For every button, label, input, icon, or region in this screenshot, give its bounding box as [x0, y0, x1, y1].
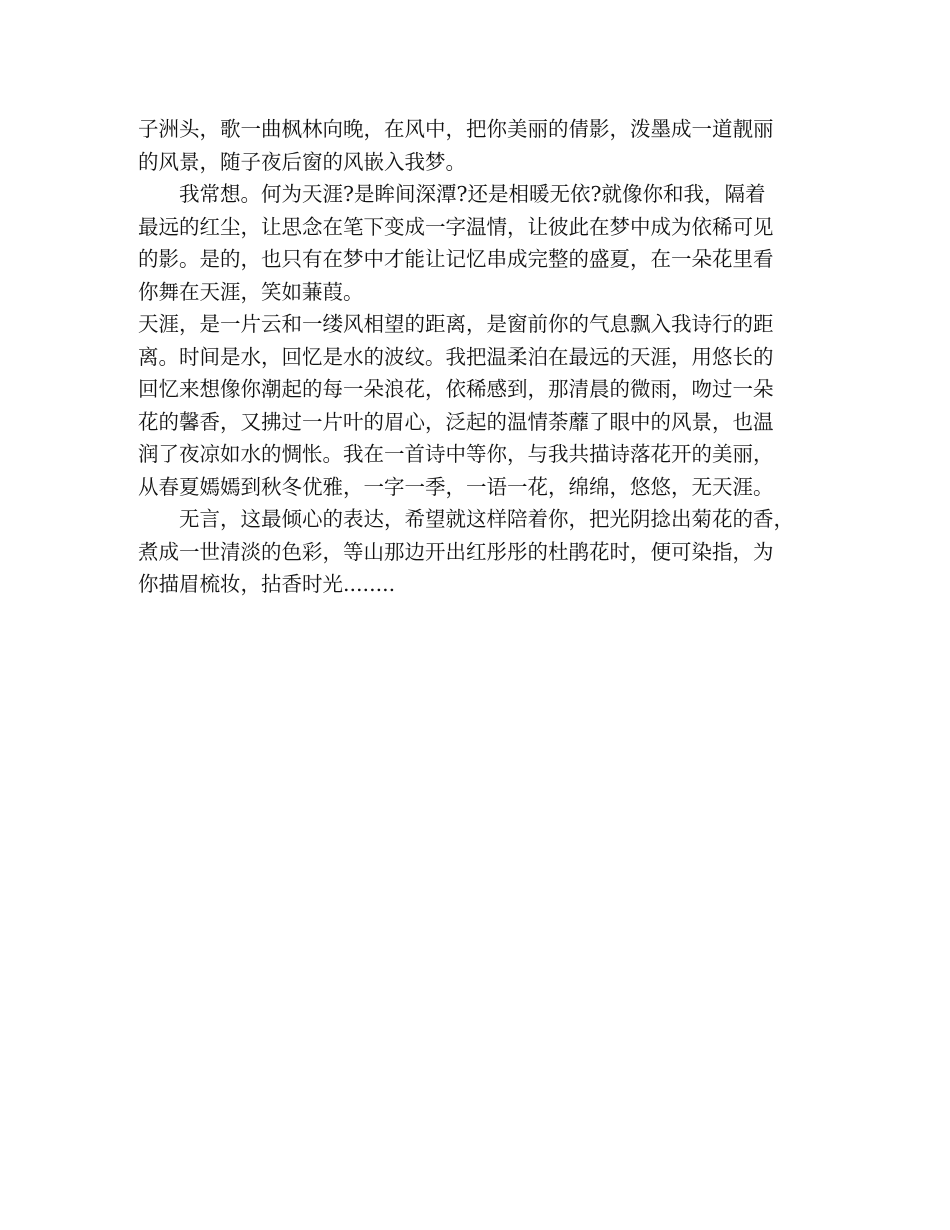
- text-line: 的风景，随子夜后窗的风嵌入我梦。: [138, 149, 466, 174]
- text-line: 我常想。何为天涯?是眸间深潭?还是相暖无依?就像你和我，隔着: [179, 182, 766, 206]
- text-line: 回忆来想像你潮起的每一朵浪花，依稀感到，那清晨的微雨，吻过一朵: [138, 377, 774, 401]
- text-line: 你舞在天涯，笑如蒹葭。: [138, 279, 364, 304]
- text-line: 煮成一世清淡的色彩，等山那边开出红彤彤的杜鹃花时，便可染指，为: [138, 539, 774, 564]
- text-line: 润了夜凉如水的惆怅。我在一首诗中等你，与我共描诗落花开的美丽，: [138, 442, 774, 466]
- text-line: 子洲头，歌一曲枫林向晚，在风中，把你美丽的倩影，泼墨成一道靓丽: [138, 117, 774, 141]
- text-line: 的影。是的，也只有在梦中才能让记忆串成完整的盛夏，在一朵花里看: [138, 247, 774, 271]
- body-text: [138, 113, 818, 601]
- text-line: 无言，这最倾心的表达，希望就这样陪着你，把光阴捻出菊花的香，: [179, 507, 794, 531]
- text-line: 花的馨香，又拂过一片叶的眉心，泛起的温情荼蘼了眼中的风景，也温: [138, 409, 774, 434]
- text-line: 离。时间是水，回忆是水的波纹。我把温柔泊在最远的天涯，用悠长的: [138, 344, 774, 369]
- text-line: 从春夏嫣嫣到秋冬优雅，一字一季，一语一花，绵绵，悠悠，无天涯。: [138, 474, 774, 499]
- text-line: 你描眉梳妆，拈香时光........: [138, 572, 396, 596]
- text-line: 最远的红尘，让思念在笔下变成一字温情，让彼此在梦中成为依稀可见: [138, 214, 774, 239]
- text-line: 天涯，是一片云和一缕风相望的距离，是窗前你的气息飘入我诗行的距: [138, 312, 774, 336]
